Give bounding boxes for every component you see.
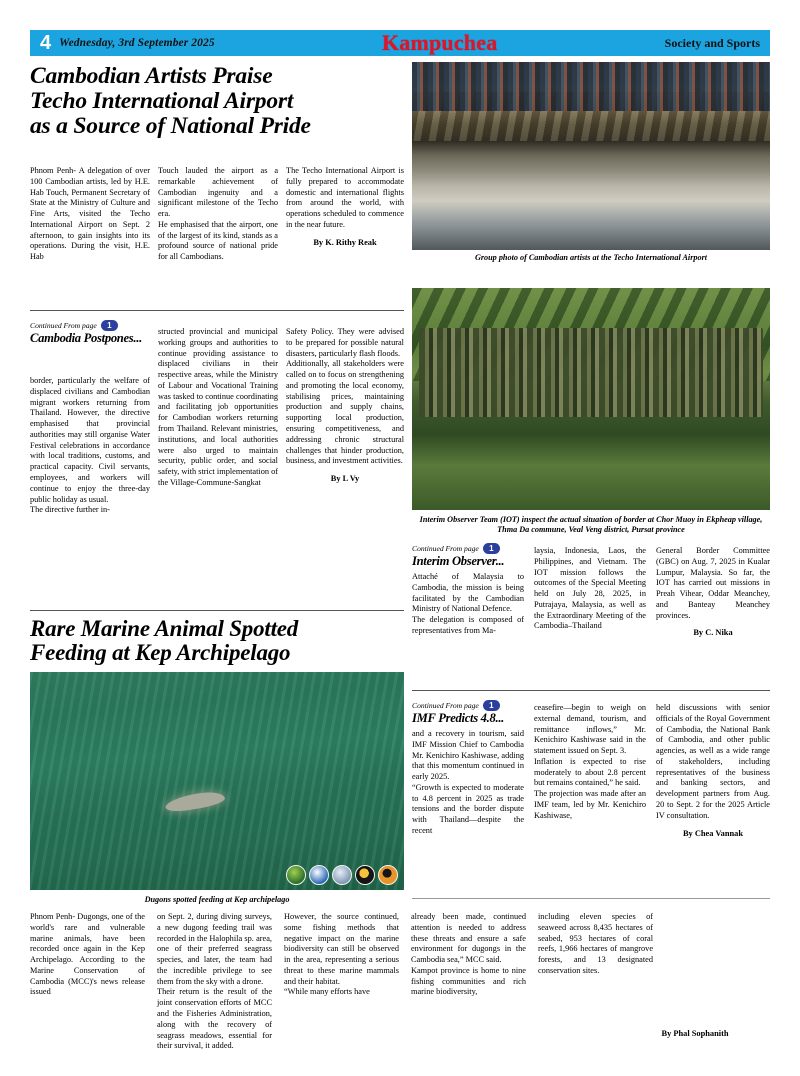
interim-col3-text: General Border Committee (GBC) on Aug. 7, 2025 in Kualar Lumpur, Malaysia. So far, the IOT has carried out missions in Preah Vihear, Oddar Meanchey, and Banteay Meanchey provinces. (656, 546, 770, 620)
cambodia-col2-text: structed provincial and municipal working groups and authorities to continue providing assistance to displaced civilians in their respective areas, while the Ministry of Labour and Vocational Training was tasked to continue coordinating and facilitating job opportunities for Cambodian workers returning from Thailand. Relevant ministries, institutions, and local authorities were also urged to maintain security, public order, and social safety, with strict implementation of the Village-Commune-Sangkat (158, 327, 278, 487)
cambodia-col3-p2: Additionally, all stakeholders were called on to focus on strengthening and promoting the local economy, stabilising prices, maintaining production and supply chains, supporting local production, ensuring competitiveness, and addressing chronic structural challenges that hinder production, business, and investment activities. (286, 359, 404, 466)
artists-group-detail (412, 62, 770, 111)
imf-byline: By Chea Vannak (682, 828, 744, 838)
interim-observer-byline: By C. Nika (693, 628, 733, 638)
imf-header (412, 700, 524, 726)
partner-logo-strip (286, 865, 398, 885)
continued-page-badge-interim[interactable]: 1 (483, 543, 500, 554)
issue-date: Wednesday, 3rd September 2025 (59, 37, 215, 49)
airport-col3-p1: The Techo International Airport is fully prepared to accommodate domestic and international flights from around the world, with operations scheduled to commence in the near future. (286, 166, 404, 229)
dugong-col1-text: Phnom Penh- Dugongs, one of the world's rare and vulnerable marine animals, have been recorded once again in the Kep Archipelago. According to the Marine Conservation of Cambodia (MCC)'s news release issued (30, 912, 145, 997)
dugong-col2-p1: on Sept. 2, during diving surveys, a new dugong feeding trail was recorded in the Halophila sp. area, one of their preferred seagrass species, and later, the team had the incredible privilege to see them from the sky with a drone. (157, 912, 272, 986)
airport-headline-line-3: as a Source of National Pride (30, 112, 311, 139)
interim-observer-column-2 (534, 546, 646, 632)
interim-col1-p1: Attaché of Malaysia to Cambodia, the mission is being facilitated by the Cambodian Ministry of National Defence. (412, 572, 524, 614)
mcc-logo-icon (286, 865, 306, 885)
imf-column-1 (412, 729, 524, 837)
cambodia-postpones-column-2 (158, 327, 278, 489)
continued-from-interim[interactable] (412, 543, 524, 554)
divider-left-upper (30, 310, 404, 311)
interim-observer-column-1 (412, 572, 524, 637)
continued-page-badge-imf[interactable]: 1 (483, 700, 500, 711)
imf-col1-p2: “Growth is expected to moderate to 4.8 percent in 2025 as trade tensions and the border dispute with Thailand—despite the recent (412, 782, 524, 836)
continued-from-label-interim: Continued From page (412, 544, 479, 553)
imf-col2-p1: ceasefire—begin to weigh on external demand, tourism, and remittance inflows,” Mr. Kenichiro Kashiwase said in the statement issued on Sept. 3. (534, 703, 646, 756)
cambodia-col1-text: border, particularly the welfare of displaced civilians and Cambodian migrant workers returning from Thailand. However, the directive emphasised that provincial authorities may still organise Water Festival celebrations in accordance with local traditions, customs, and practical capacity. Civil servants, employees, and workers will continue to enjoy the three-day public holiday as usual. (30, 376, 150, 504)
continued-from-label: Continued From page (30, 321, 97, 330)
dugong-col3-p1: However, the source continued, some fishing methods that negative impact on the marine biodiversity can still be observed in the area, representing a serious threat to these marine mammals and their habitat. (284, 912, 399, 986)
imf-col2-p2: Inflation is expected to rise moderately to about 2.8 percent but remains contained,” he said. (534, 756, 646, 788)
interim-col1-p2: The delegation is composed of representatives from Ma- (412, 615, 524, 635)
dugong-headline-line-2: Feeding at Kep Archipelago (30, 640, 291, 666)
dugong-byline: By Phal Sophanith (661, 1029, 729, 1038)
masthead-bar (30, 30, 770, 56)
page-number: 4 (40, 32, 52, 54)
marine-conservation-logo-icon (332, 865, 352, 885)
interim-observer-header (412, 543, 524, 569)
airport-column-3 (286, 166, 404, 249)
continued-from-label-imf: Continued From page (412, 701, 479, 710)
dugong-column-1 (30, 912, 145, 998)
cambodia-postpones-column-3 (286, 327, 404, 485)
dugong-headline (30, 617, 408, 666)
dugong-column-2 (157, 912, 272, 1052)
airport-byline: By K. Rithy Reak (313, 237, 377, 247)
newspaper-title: Kampuchea (381, 30, 498, 55)
continued-from-imf[interactable] (412, 700, 524, 711)
airport-headline-line-1: Cambodian Artists Praise (30, 63, 273, 89)
divider-bottom-right (412, 898, 770, 899)
partner-dark-logo-icon (355, 865, 375, 885)
dugong-photo-caption: Dugons spotted feeding at Kep archipelago (144, 895, 290, 904)
airport-terminal-photo (412, 62, 770, 250)
dugong-col4-p1: already been made, continued attention is needed to address these threats and ensure a safe environment for dugongs in the Cambodia sea,” MCC said. (411, 912, 526, 965)
continued-page-badge[interactable]: 1 (101, 320, 118, 331)
interim-observer-jumphead: Interim Observer... (412, 554, 505, 568)
imf-col3-text: held discussions with senior officials of the Royal Government of Cambodia, the National Bank of Cambodia, and other public agencies, as well as a wide range of stakeholders, including representatives of the business and banking sectors, and development partners from Aug. 20 to Sept. 2 for the 2025 Article IV consultation. (656, 703, 770, 820)
soldiers-row-detail (419, 328, 763, 417)
interim-col2-text: laysia, Indonesia, Laos, the Philippines, and Vietnam. The IOT mission follows the outcomes of the Special Meeting held on July 28, 2025, in Putrajaya, Malaysia, as well as the Extraordinary Meeting of the Cambodia–Thailand (534, 546, 646, 631)
continued-from-cambodia[interactable] (30, 320, 150, 331)
interim-observer-column-3 (656, 546, 770, 639)
cambodia-postpones-jumphead: Cambodia Postpones... (30, 331, 142, 345)
dugong-col4-p2: Kampot province is home to nine fishing communities and rich marine biodiversity, (411, 965, 526, 997)
imf-column-3 (656, 703, 770, 840)
water-ripple-detail (30, 672, 404, 890)
partner-orange-logo-icon (378, 865, 398, 885)
dugong-column-4 (411, 912, 526, 998)
border-photo-caption: Interim Observer Team (IOT) inspect the actual situation of border at Chor Muoy in Ekpheap village, Thma Da commune, Veal Veng district, Pursat province (419, 515, 763, 535)
divider-left-lower (30, 610, 404, 611)
dugong-headline-line-1: Rare Marine Animal Spotted (30, 616, 299, 641)
sea-dugong-photo (30, 672, 404, 890)
imf-jumphead: IMF Predicts 4.8... (412, 711, 505, 725)
dugong-column-3 (284, 912, 399, 998)
fisheries-admin-logo-icon (309, 865, 329, 885)
dugong-col3-p2: “While many efforts have (284, 987, 370, 997)
cambodia-postpones-byline: By L Vy (330, 474, 360, 484)
airport-column-1 (30, 166, 150, 263)
imf-col1-p1: and a recovery in tourism, said IMF Mission Chief to Cambodia Mr. Kenichiro Kashiwase, adding that this momentum continued in early 2025. (412, 729, 524, 782)
airport-col1-text: Phnom Penh- A delegation of over 100 Cambodian artists, led by H.E. Hab Touch, Permanent Secretary of State at the Ministry of Culture and Fine Arts, visited the Techo International Airport on Sept. 2 afternoon, to gain insights into its operations. During the visit, H.E. Hab (30, 166, 150, 262)
cambodia-postpones-header (30, 320, 150, 346)
airport-headline (30, 64, 405, 139)
section-label: Society and Sports (664, 35, 760, 50)
divider-right-lower (412, 690, 770, 691)
cambodia-col1-tail: The directive further in- (30, 505, 110, 515)
airport-photo-caption: Group photo of Cambodian artists at the Techo International Airport (474, 253, 708, 262)
imf-column-2 (534, 703, 646, 822)
airport-col2-p1: Touch lauded the airport as a remarkable achievement of Cambodian ingenuity and a significant milestone of the Techo era. (158, 166, 278, 219)
cambodia-postpones-column-1 (30, 376, 150, 516)
cambodia-col3-p1: Safety Policy. They were advised to be prepared for possible natural disasters, particularly flash floods. (286, 327, 404, 358)
border-inspection-photo (412, 288, 770, 510)
dugong-col2-p2: Their return is the result of the joint conservation efforts of MCC and the Fisheries Administration, along with the recovery of seagrass meadows, essential for their survival, it added. (157, 987, 272, 1051)
dugong-col5-text: including eleven species of seaweed across 8,435 hectares of seabed, 953 hectares of coral reefs, 1,966 hectares of mangrove forests, and 13 designated conservation sites. (538, 912, 653, 975)
imf-col2-p3: The projection was made after an IMF team, led by Mr. Kenichiro Kashiwase, (534, 789, 646, 820)
airport-headline-line-2: Techo International Airport (30, 87, 294, 114)
airport-column-2 (158, 166, 278, 263)
dugong-column-5 (538, 912, 653, 977)
airport-col2-p2: He emphasised that the airport, one of the largest of its kind, stands as a profound source of national pride for all Cambodians. (158, 219, 278, 262)
